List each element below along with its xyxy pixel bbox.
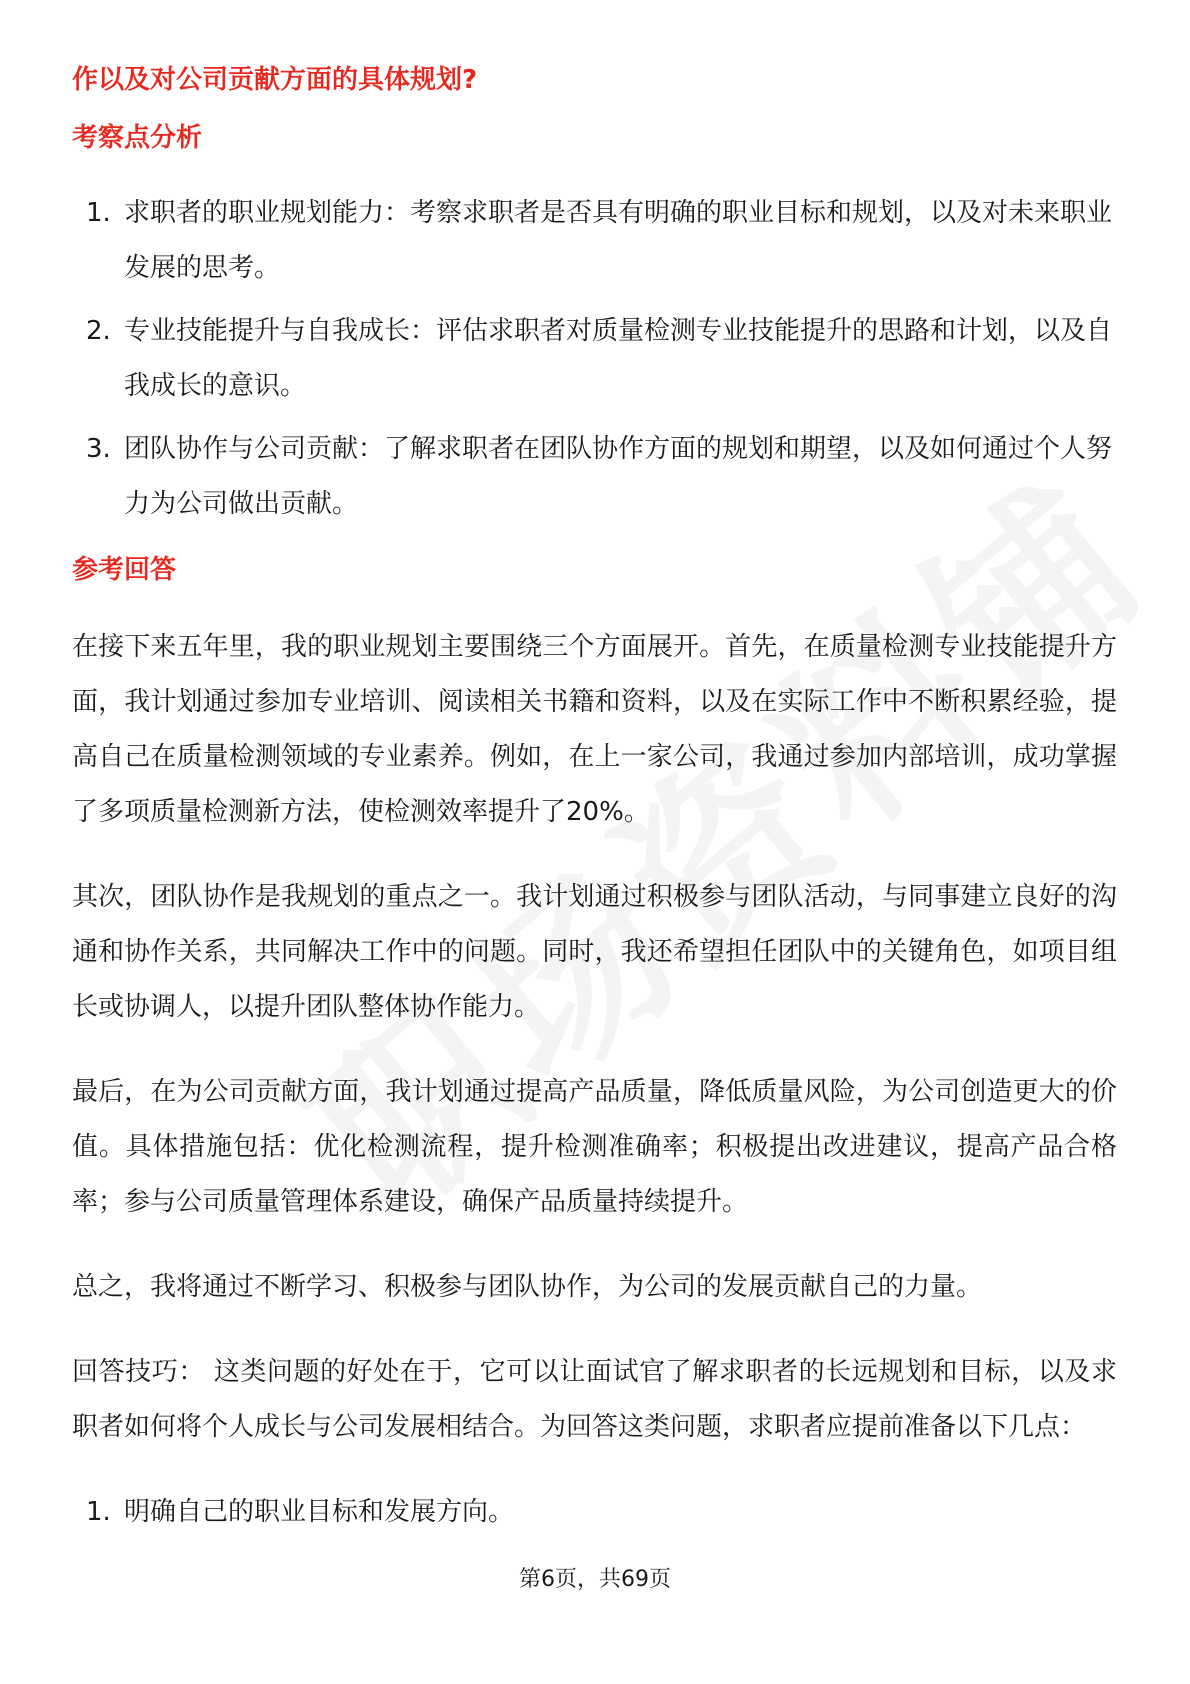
analysis-list	[72, 186, 1117, 532]
page-footer: 第6页，共69页	[519, 1567, 671, 1592]
document-page	[72, 50, 1117, 1540]
answer-paragraph: 在接下来五年里，我的职业规划主要围绕三个方面展开。首先，在质量检测专业技能提升方面，我计划通过参加专业培训、阅读相关书籍和资料，以及在实际工作中不断积累经验，提高自己在质量检测领域的专业素养。例如，在上一家公司，我通过参加内部培训，成功掌握了多项质量检测新方法，使检测效率提升了20%。	[72, 632, 1117, 827]
analysis-item-text: 团队协作与公司贡献：了解求职者在团队协作方面的规划和期望，以及如何通过个人努力为公司做出贡献。	[124, 434, 1113, 519]
answer-paragraph: 总之，我将通过不断学习、积极参与团队协作，为公司的发展贡献自己的力量。	[72, 1272, 983, 1302]
analysis-item-text: 求职者的职业规划能力：考察求职者是否具有明确的职业目标和规划，以及对未来职业发展的思考。	[124, 198, 1113, 283]
analysis-item	[72, 186, 1117, 296]
tips-list	[72, 1485, 1117, 1540]
list-number: 1.	[86, 198, 111, 228]
answer-tips-paragraph: 回答技巧： 这类问题的好处在于，它可以让面试官了解求职者的长远规划和目标，以及求职者如何将个人成长与公司发展相结合。为回答这类问题，求职者应提前准备以下几点：	[72, 1357, 1117, 1442]
analysis-item	[72, 304, 1117, 414]
list-number: 2.	[86, 316, 111, 346]
analysis-item-text: 专业技能提升与自我成长：评估求职者对质量检测专业技能提升的思路和计划，以及自我成长的意识。	[124, 316, 1113, 401]
analysis-item	[72, 422, 1117, 532]
tips-item	[72, 1485, 1117, 1540]
list-number: 1.	[86, 1497, 111, 1527]
answer-heading: 参考回答	[72, 555, 177, 585]
tips-item-text: 明确自己的职业目标和发展方向。	[124, 1497, 515, 1527]
question-title-continuation: 作以及对公司贡献方面的具体规划?	[72, 65, 478, 95]
list-number: 3.	[86, 434, 111, 464]
answer-paragraph: 最后，在为公司贡献方面，我计划通过提高产品质量，降低质量风险，为公司创造更大的价值。具体措施包括：优化检测流程，提升检测准确率；积极提出改进建议，提高产品合格率；参与公司质量管理体系建设，确保产品质量持续提升。	[72, 1077, 1117, 1217]
answer-paragraph: 其次，团队协作是我规划的重点之一。我计划通过积极参与团队活动，与同事建立良好的沟通和协作关系，共同解决工作中的问题。同时，我还希望担任团队中的关键角色，如项目组长或协调人，以提升团队整体协作能力。	[72, 882, 1117, 1022]
analysis-heading: 考察点分析	[72, 123, 203, 153]
